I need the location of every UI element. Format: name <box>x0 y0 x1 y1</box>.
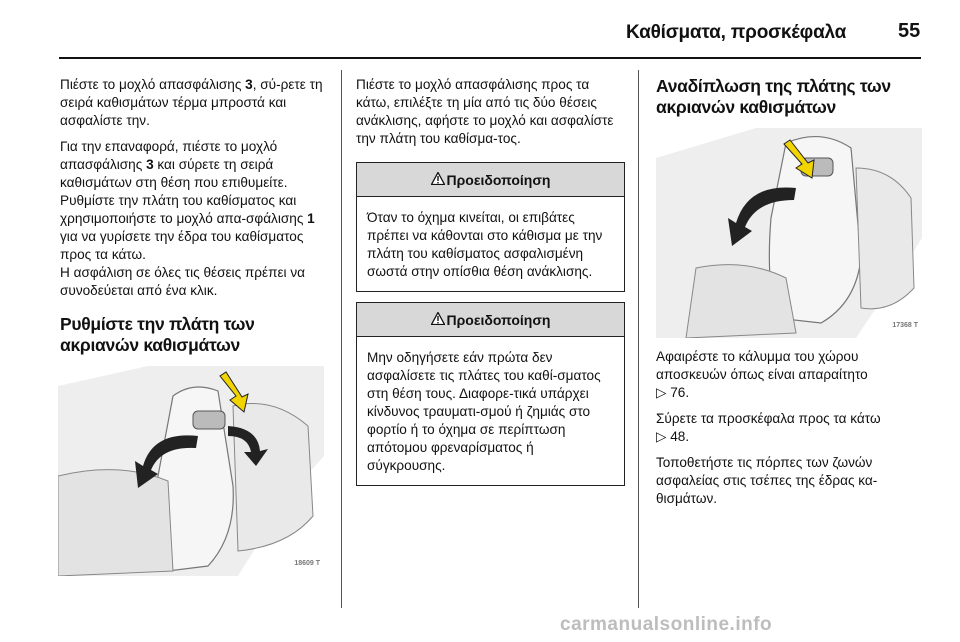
warning-header: Προειδοποίηση <box>357 163 624 197</box>
page-number: 55 <box>898 20 921 42</box>
warning-text: Όταν το όχημα κινείται, οι επιβάτες πρέπει να κάθονται στο κάθισμα με την πλάτη του καθίσματος ασφαλισμένη σωστά στην οπίσθια θέση ανάκλισης. <box>367 210 603 279</box>
column-divider-1 <box>341 70 342 608</box>
paragraph-1: Πιέστε το μοχλό απασφάλισης προς τα κάτω, επιλέξτε τη μία από τις δύο θέσεις ανάκλισης, αφήστε το μοχλό και ασφαλίστε την πλάτη του καθίσμα-τος. <box>356 77 614 146</box>
paragraph-3: Ρυθμίστε την πλάτη του καθίσματος και χρησιμοποιήστε το μοχλό απα-σφάλισης 1 για να γυρίσετε την έδρα του καθίσματος προς τα κάτω. <box>60 193 315 262</box>
warning-text: Μην οδηγήσετε εάν πρώτα δεν ασφαλίσετε τις πλάτες του καθί-σματος στη θέση τους. Διαφορε-τικά υπάρχει κίνδυνος τραυματι-σμού ή ζημιάς στο φορτίο ή το όχημα σε περίπτωση απότομου φρεναρίσματος ή σύγκρουσης. <box>367 350 601 473</box>
page-ref-icon: ▷ <box>656 385 667 400</box>
section-heading-fold-backrest: Αναδίπλωση της πλάτης των ακριανών καθισμάτων <box>656 76 891 117</box>
warning-header: Προειδοποίηση <box>357 303 624 337</box>
column-divider-2 <box>638 70 639 608</box>
paragraph-2: Σύρετε τα προσκέφαλα προς τα κάτω ▷ 48. <box>656 411 881 444</box>
watermark: carmanualsonline.info <box>560 614 773 635</box>
column-3 <box>656 76 924 516</box>
warning-icon <box>431 171 445 189</box>
seat-fold-illustration <box>656 128 922 338</box>
header-rule <box>59 57 921 59</box>
warning-icon <box>431 311 445 329</box>
column-2 <box>356 76 626 486</box>
figure-backrest-adjust <box>58 366 324 576</box>
section-heading-adjust-backrest: Ρυθμίστε την πλάτη των ακριανών καθισμάτων <box>60 314 255 355</box>
figure-code: 18609 T <box>294 560 320 567</box>
warning-box-2 <box>356 302 625 486</box>
seat-illustration <box>58 366 324 576</box>
column-1 <box>60 76 332 576</box>
paragraph-2: Για την επαναφορά, πιέστε το μοχλό απασφάλισης 3 και σύρετε τη σειρά καθισμάτων στη θέση που επιθυμείτε. <box>60 139 288 190</box>
paragraph-1: Πιέστε το μοχλό απασφάλισης 3, σύ-ρετε τη σειρά καθισμάτων τέρμα μπροστά και ασφαλίστε την. <box>60 77 323 128</box>
paragraph-1: Αφαιρέστε το κάλυμμα του χώρου αποσκευών όπως είναι απαραίτητο ▷ 76. <box>656 349 868 400</box>
paragraph-3: Τοποθετήστε τις πόρπες των ζωνών ασφαλείας στις τσέπες της έδρας κα-θισμάτων. <box>656 455 878 506</box>
page-title: Καθίσματα, προσκέφαλα <box>626 22 847 43</box>
figure-code: 17368 T <box>892 322 918 329</box>
figure-backrest-fold <box>656 128 922 338</box>
paragraph-4: Η ασφάλιση σε όλες τις θέσεις πρέπει να συνοδεύεται από ένα κλικ. <box>60 265 305 298</box>
page-ref-icon: ▷ <box>656 429 667 444</box>
warning-box-1 <box>356 162 625 292</box>
